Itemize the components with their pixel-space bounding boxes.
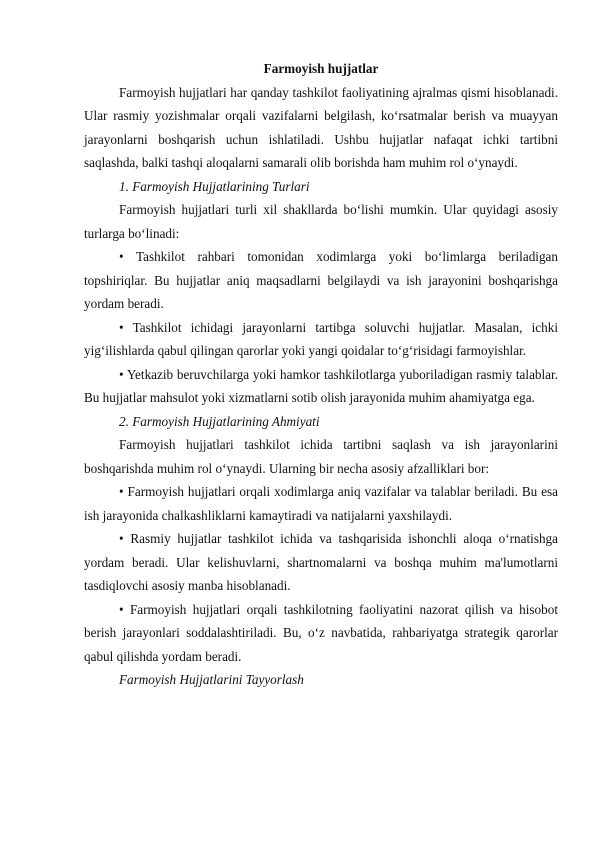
- types-bullet-item: • Tashkilot ichidagi jarayonlarni tartibga soluvchi hujjatlar. Masalan, ichki yig‘ilishlarda qabul qilingan qarorlar yoki yangi qoidalar to‘g‘risidagi farmoyishlar.: [84, 319, 558, 358]
- types-bullet-item: • Yetkazib beruvchilarga yoki hamkor tashkilotlarga yuboriladigan rasmiy talablar. Bu hujjatlar mahsulot yoki xizmatlarni sotib olish jarayonida muhim ahamiyatga ega.: [84, 366, 558, 405]
- types-bullet-item: • Tashkilot rahbari tomonidan xodimlarga yoki bo‘limlarga beriladigan topshiriqlar. Bu hujjatlar aniq maqsadlarni belgilaydi va ish jarayonini boshqarishga yordam beradi.: [84, 249, 558, 311]
- section-heading-types: 1. Farmoyish Hujjatlarining Turlari: [119, 178, 310, 194]
- importance-bullet-item: • Rasmiy hujjatlar tashkilot ichida va tashqarisida ishonchli aloqa o‘rnatishga yordam beradi. Ular kelishuvlarni, shartnomalarni va boshqa muhim ma'lumotlarni tasdiqlovchi asosiy manba hisoblanadi.: [84, 531, 558, 593]
- importance-bullet-item: • Farmoyish hujjatlari orqali tashkilotning faoliyatini nazorat qilish va hisobot berish jarayonlari soddalashtiriladi. Bu, o‘z navbatida, rahbariyatga strategik qarorlar qabul qilishda yordam beradi.: [84, 601, 558, 664]
- importance-bullet-item: • Farmoyish hujjatlari orqali xodimlarga aniq vazifalar va talablar beriladi. Bu esa ish jarayonida chalkashliklarni kamaytiradi va natijalarni yaxshilaydi.: [84, 484, 558, 523]
- section-heading-preparation: Farmoyish Hujjatlarini Tayyorlash: [119, 672, 304, 687]
- document-page: [84, 57, 558, 692]
- intro-paragraph: Farmoyish hujjatlari har qanday tashkilot faoliyatining ajralmas qismi hisoblanadi. Ular rasmiy yozishmalar orqali vazifalarni belgilash, ko‘rsatmalar berish va muayyan jarayonlarni boshqarish uchun ishlatiladi. Ushbu hujjatlar nafaqat ichki tartibni saqlashda, balki tashqi aloqalarni samarali olib borishda ham muhim rol o‘ynaydi.: [84, 84, 558, 170]
- importance-lead-paragraph: Farmoyish hujjatlari tashkilot ichida tartibni saqlash va ish jarayonlarini boshqarishda muhim rol o‘ynaydi. Ularning bir necha asosiy afzalliklari bor:: [84, 437, 558, 476]
- types-lead-paragraph: Farmoyish hujjatlari turli xil shakllarda bo‘lishi mumkin. Ular quyidagi asosiy turlarga bo‘linadi:: [84, 202, 558, 241]
- document-title: Farmoyish hujjatlar: [263, 61, 379, 76]
- section-heading-importance: 2. Farmoyish Hujjatlarining Ahmiyati: [119, 413, 320, 429]
